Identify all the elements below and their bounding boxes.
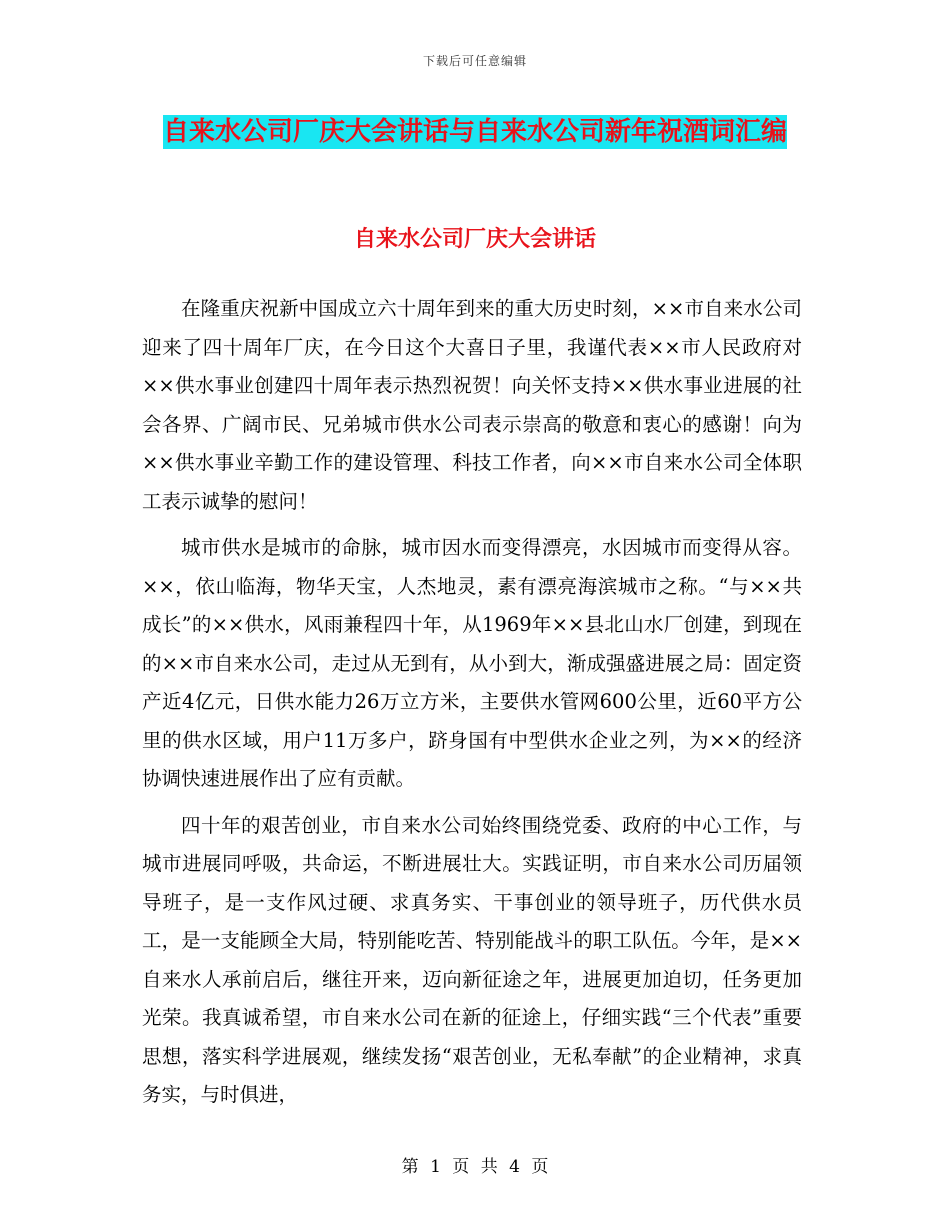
page-header-note: 下载后可任意编辑 xyxy=(422,54,527,68)
body-paragraph-1: 在隆重庆祝新中国成立六十周年到来的重大历史时刻，××市自来水公司迎来了四十周年厂庆，在今日这个大喜日子里，我谨代表××市人民政府对××供水事业创建四十周年表示热烈祝贺！向关怀支持××供水事业进展的社会各界、广阔市民、兄弟城市供水公司表示崇高的敬意和衷心的感谢！向为××供水事业辛勤工作的建设管理、科技工作者，向××市自来水公司全体职工表示诚挚的慰问！ xyxy=(142,297,802,513)
document-title xyxy=(140,108,810,156)
section-title: 自来水公司厂庆大会讲话 xyxy=(353,227,596,252)
body-paragraph-3: 四十年的艰苦创业，市自来水公司始终围绕党委、政府的中心工作，与城市进展同呼吸，共命运，不断进展壮大。实践证明，市自来水公司历届领导班子，是一支作风过硬、求真务实、干事创业的领导班子，历代供水员工，是一支能顾全大局，特别能吃苦、特别能战斗的职工队伍。今年，是××自来水人承前启后，继往开来，迈向新征途之年，进展更加迫切，任务更加光荣。我真诚希望，市自来水公司在新的征途上，仔细实践“三个代表”重要思想，落实科学进展观，继续发扬“艰苦创业，无私奉献”的企业精神，求真务实，与时俱进， xyxy=(142,813,802,1106)
body-paragraph-2: 城市供水是城市的命脉，城市因水而变得漂亮，水因城市而变得从容。××，依山临海，物华天宝，人杰地灵，素有漂亮海滨城市之称。“与××共成长”的××供水，风雨兼程四十年，从1969年××县北山水厂创建，到现在的××市自来水公司，走过从无到有，从小到大，渐成强盛进展之局：固定资产近4亿元，日供水能力26万立方米，主要供水管网600公里，近60平方公里的供水区域，用户11万多户，跻身国有中型供水企业之列，为××的经济协调快速进展作出了应有贡献。 xyxy=(142,536,802,790)
page-number-footer: 第 1 页 共 4 页 xyxy=(401,1157,549,1177)
document-title-text: 自来水公司厂庆大会讲话与自来水公司新年祝酒词汇编 xyxy=(162,117,787,147)
document-body xyxy=(142,290,802,1115)
